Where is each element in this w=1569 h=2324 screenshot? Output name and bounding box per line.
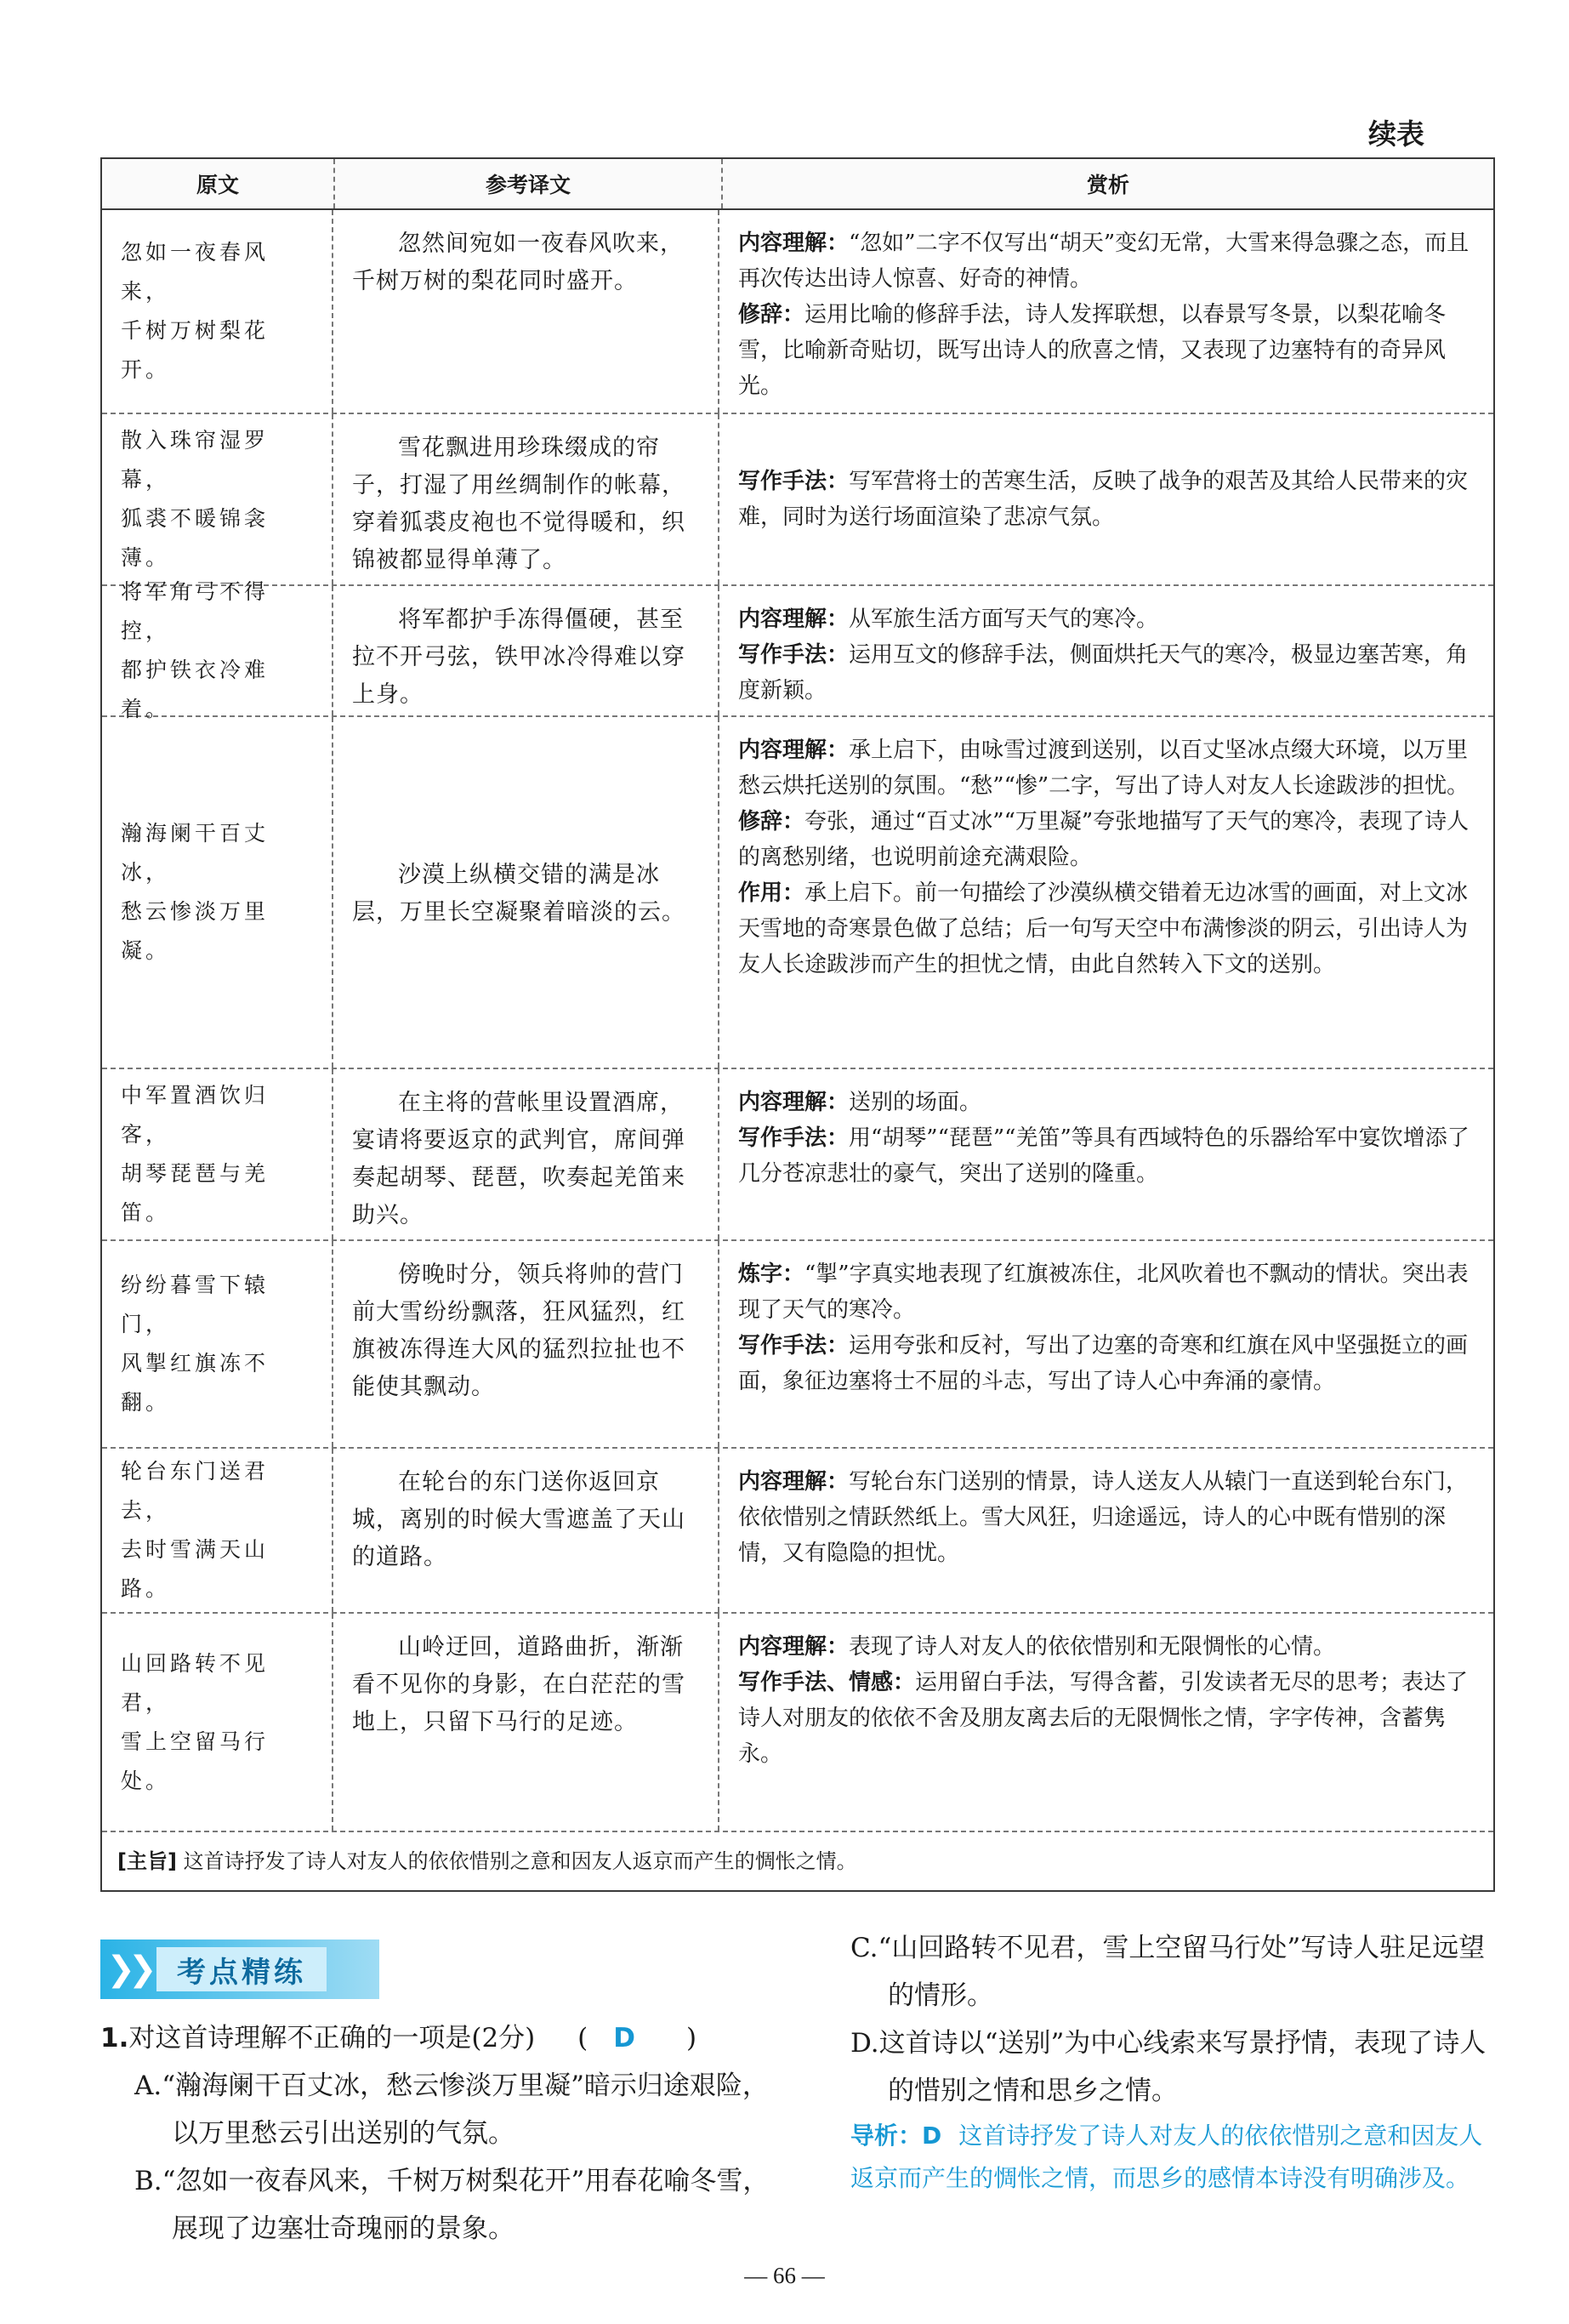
table-row — [102, 210, 1493, 414]
analysis-text: 内容理解：承上启下，由咏雪过渡到送别，以百丈坚冰点缀大环境，以万里愁云烘托送别的氛围。“愁”“惨”二字，写出了诗人对友人长途跋涉的担忧。 修辞：夸张，通过“百丈冰”“万里凝”夸张地描写了天气的寒冷，表现了诗人的离愁别绪，也说明前途充满艰险。 作用：承上启下。前一句描绘了沙漠纵横交错着无边冰雪的画面，对上文冰天雪地的奇寒景色做了总结；后一句写天空中布满惨淡的阴云，引出诗人为友人长途跋涉而产生的担忧之情，由此自然转入下文的送别。 — [738, 738, 1470, 977]
translation-text: 在轮台的东门送你返回京城，离别的时候大雪遮盖了天山的道路。 — [333, 1449, 719, 1612]
table-row — [102, 1241, 1493, 1449]
translation-text: 在主将的营帐里设置酒席，宴请将要返京的武判官，席间弹奏起胡琴、琵琶，吹奏起羌笛来助兴。 — [333, 1069, 719, 1239]
original-text: 山回路转不见君， 雪上空留马行处。 — [102, 1614, 333, 1831]
analysis-text: 内容理解：表现了诗人对友人的依依惜别和无限惆怅的心情。 写作手法、情感：运用留白手法，写得含蓄，引发读者无尽的思考；表达了诗人对朋友的依依不舍及朋友离去后的无限惆怅之情，字字传神，含蓄隽永。 — [738, 1634, 1469, 1767]
page-number: — 66 — — [744, 2263, 825, 2288]
question-right-column — [850, 1924, 1497, 2200]
translation-text: 傍晚时分，领兵将帅的营门前大雪纷纷飘落，狂风猛烈，红旗被冻得连大风的猛烈拉扯也不能使其飘动。 — [333, 1241, 719, 1447]
section-title: 考点精练 — [156, 1947, 327, 1991]
question-stem: 1.对这首诗理解不正确的一项是(2分) ( D ) — [100, 2023, 697, 2053]
header-original: 原文 — [102, 159, 335, 208]
translation-text: 雪花飘进用珍珠缀成的帘子，打湿了用丝绸制作的帐幕，穿着狐裘皮袍也不觉得暖和，织锦被都显得单薄了。 — [333, 414, 719, 584]
option-a: A.“瀚海阑干百丈冰，愁云惨淡万里凝”暗示归途艰险，以万里愁云引出送别的气氛。 — [134, 2071, 769, 2149]
guide-analysis: 导析：D 这首诗抒发了诗人对友人的依依惜别之意和因友人返京而产生的惆怅之情，而思乡的感情本诗没有明确涉及。 — [850, 2122, 1483, 2192]
translation-text: 将军都护手冻得僵硬，甚至拉不开弓弦，铁甲冰冷得难以穿上身。 — [333, 586, 719, 715]
translation-text: 沙漠上纵横交错的满是冰层，万里长空凝聚着暗淡的云。 — [333, 717, 719, 1068]
original-text: 散入珠帘湿罗幕， 狐裘不暖锦衾薄。 — [102, 414, 333, 584]
theme-summary — [102, 1832, 1493, 1890]
option-c: C.“山回路转不见君，雪上空留马行处”写诗人驻足远望的情形。 — [850, 1933, 1486, 2011]
analysis-text: 内容理解：“忽如”二字不仅写出“胡天”变幻无常，大雪来得急骤之态，而且再次传达出诗人惊喜、好奇的神情。 修辞：运用比喻的修辞手法，诗人发挥联想，以春景写冬景，以梨花喻冬雪，比喻新奇贴切，既写出诗人的欣喜之情，又表现了边塞特有的奇异风光。 — [738, 231, 1470, 399]
translation-text: 山岭迂回，道路曲折，渐渐看不见你的身影，在白茫茫的雪地上，只留下马行的足迹。 — [333, 1614, 719, 1831]
table-row — [102, 579, 1493, 721]
option-d: D.这首诗以“送别”为中心线索来写景抒情，表现了诗人的惜别之情和思乡之情。 — [850, 2028, 1487, 2106]
table-row — [102, 1069, 1493, 1241]
analysis-text: 炼字：“掣”字真实地表现了红旗被冻住，北风吹着也不飘动的情状。突出表现了天气的寒冷。 写作手法：运用夸张和反衬，写出了边塞的奇寒和红旗在风中坚强挺立的画面，象征边塞将士不屈的斗志，写出了诗人心中奔涌的豪情。 — [738, 1262, 1469, 1394]
translation-text: 忽然间宛如一夜春风吹来，千树万树的梨花同时盛开。 — [333, 210, 719, 413]
double-chevron-icon: ❯❯ — [106, 1950, 151, 1989]
original-text: 中军置酒饮归客， 胡琴琵琶与羌笛。 — [102, 1069, 333, 1239]
table-header — [102, 159, 1493, 210]
original-text: 将军角弓不得控， 都护铁衣冷难着。 — [102, 586, 333, 715]
header-translation: 参考译文 — [335, 159, 723, 208]
answer-value: D — [613, 2023, 635, 2053]
analysis-text: 写作手法：写军营将士的苦寒生活，反映了战争的艰苦及其给人民带来的灾难，同时为送行场面渲染了悲凉气氛。 — [738, 469, 1469, 530]
section-banner — [100, 1940, 379, 1999]
table-row — [102, 414, 1493, 586]
original-text: 纷纷暮雪下辕门， 风掣红旗冻不翻。 — [102, 1241, 333, 1447]
table-row — [102, 1449, 1493, 1614]
continued-label: 续表 — [1368, 117, 1424, 151]
option-b: B.“忽如一夜春风来，千树万树梨花开”用春花喻冬雪，展现了边塞壮奇瑰丽的景象。 — [134, 2166, 770, 2244]
poem-analysis-table — [100, 157, 1495, 1892]
table-row — [102, 1614, 1493, 1832]
table-row — [102, 717, 1493, 1069]
original-text: 瀚海阑干百丈冰， 愁云惨淡万里凝。 — [102, 717, 333, 1068]
theme-text: 这首诗抒发了诗人对友人的依依惜别之意和因友人返京而产生的惆怅之情。 — [183, 1849, 857, 1873]
original-text: 轮台东门送君去， 去时雪满天山路。 — [102, 1449, 333, 1612]
analysis-text: 内容理解：送别的场面。 写作手法：用“胡琴”“琵琶”“羌笛”等具有西域特色的乐器给军中宴饮增添了几分苍凉悲壮的豪气，突出了送别的隆重。 — [738, 1090, 1470, 1187]
original-text: 忽如一夜春风来， 千树万树梨花开。 — [102, 210, 333, 413]
analysis-text: 内容理解：写轮台东门送别的情景，诗人送友人从辕门一直送到轮台东门，依依惜别之情跃然纸上。雪大风狂，归途遥远，诗人的心中既有惜别的深情，又有隐隐的担忧。 — [738, 1469, 1469, 1566]
theme-label: [主旨] — [117, 1849, 177, 1873]
question-left-column — [100, 2014, 781, 2253]
analysis-text: 内容理解：从军旅生活方面写天气的寒冷。 写作手法：运用互文的修辞手法，侧面烘托天气的寒冷，极显边塞苦寒，角度新颖。 — [738, 607, 1469, 703]
header-analysis: 赏析 — [1086, 173, 1129, 197]
